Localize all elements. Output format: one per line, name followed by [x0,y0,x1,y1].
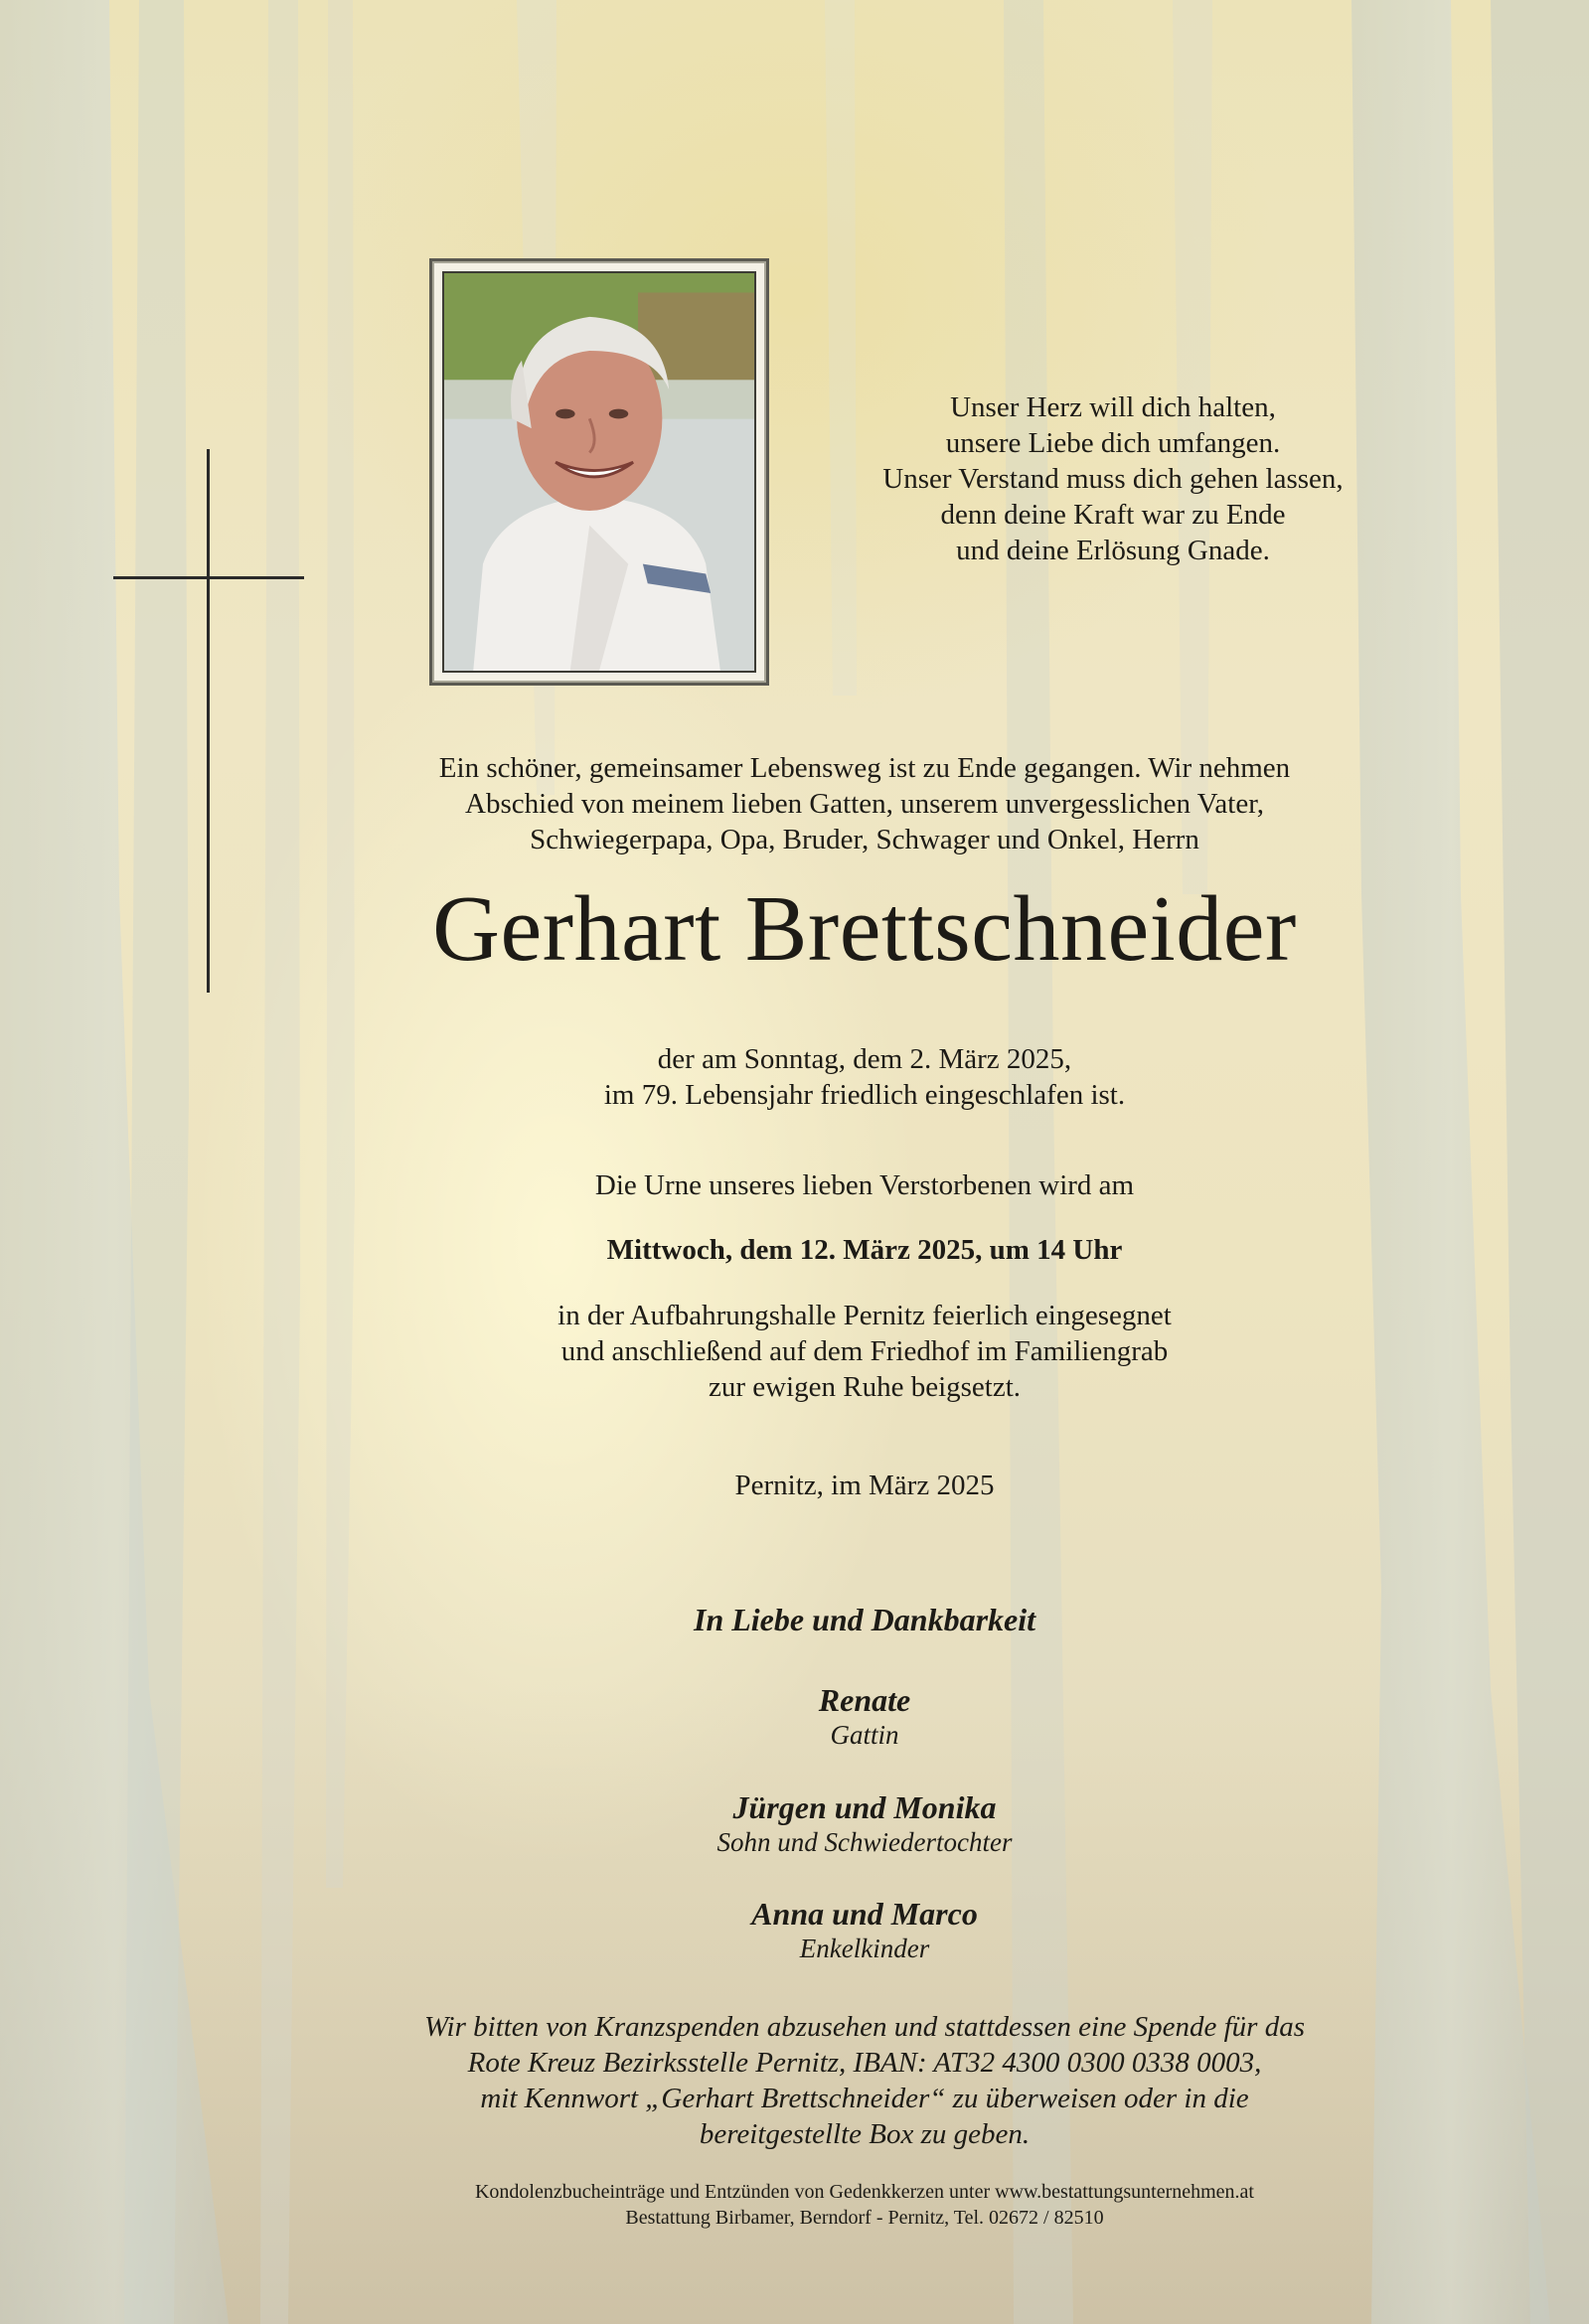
donation-line: mit Kennwort „Gerhart Brettschneider“ zu überweisen oder in die [480,2083,1249,2114]
cross-horizontal [113,576,304,579]
footer-line: Bestattung Birbamer, Berndorf - Pernitz, Tel. 02672 / 82510 [625,2207,1104,2229]
donation-line: bereitgestellte Box zu geben. [699,2118,1031,2150]
portrait-illustration [444,273,754,671]
mourner-relation: Sohn und Schwiedertochter [716,1827,1013,1857]
poem-line: unsere Liebe dich umfangen. [945,427,1281,459]
mourner-entry [477,1681,1252,1751]
death-line: im 79. Lebensjahr friedlich eingeschlafen ist. [603,1079,1126,1111]
donation-request [368,2009,1361,2152]
poem [815,389,1411,568]
mourner-name: Renate [818,1682,911,1718]
ceremony-line: und anschließend auf dem Friedhof im Familiengrab [560,1335,1169,1367]
intro-line: Abschied von meinem lieben Gatten, unserem unvergesslichen Vater, [465,788,1264,820]
mourner-entry [477,1788,1252,1858]
place-date: Pernitz, im März 2025 [734,1470,995,1501]
donation-line: Rote Kreuz Bezirksstelle Pernitz, IBAN: AT32 4300 0300 0338 0003, [467,2047,1262,2079]
mourner-name: Anna und Marco [751,1896,978,1932]
donation-line: Wir bitten von Kranzspenden abzusehen und stattdessen eine Spende für das [423,2011,1305,2043]
mourner-relation: Gattin [830,1720,899,1750]
mourners-heading: In Liebe und Dankbarkeit [693,1602,1036,1637]
intro-line: Schwiegerpapa, Opa, Bruder, Schwager und Onkel, Herrn [530,824,1199,855]
mourner-entry [477,1895,1252,1964]
poem-line: Unser Herz will dich halten, [950,391,1276,423]
cross-vertical [207,449,210,993]
intro-line: Ein schöner, gemeinsamer Lebensweg ist zu Ende gegangen. Wir nehmen [438,752,1291,784]
portrait-photo [442,271,756,673]
death-notice [477,1041,1252,1113]
footer-contact [368,2179,1361,2231]
mourner-name: Jürgen und Monika [732,1789,997,1825]
ceremony-details [427,1298,1302,1405]
ceremony-date: Mittwoch, dem 12. März 2025, um 14 Uhr [606,1234,1123,1266]
mourner-relation: Enkelkinder [799,1934,930,1963]
death-line: der am Sonntag, dem 2. März 2025, [657,1043,1072,1075]
poem-line: und deine Erlösung Gnade. [956,535,1270,566]
ceremony-line: in der Aufbahrungshalle Pernitz feierlich eingesegnet [557,1300,1172,1331]
poem-line: denn deine Kraft war zu Ende [940,499,1286,531]
footer-line: Kondolenzbucheinträge und Entzünden von Gedenkkerzen unter www.bestattungsunternehmen.at [474,2181,1254,2203]
poem-line: Unser Verstand muss dich gehen lassen, [882,463,1344,495]
farewell-intro [378,750,1351,857]
ceremony-line: zur ewigen Ruhe beigsetzt. [708,1371,1022,1403]
deceased-name: Gerhart Brettschneider [432,877,1297,981]
portrait-frame [429,258,769,686]
urn-intro: Die Urne unseres lieben Verstorbenen wird am [594,1169,1135,1201]
